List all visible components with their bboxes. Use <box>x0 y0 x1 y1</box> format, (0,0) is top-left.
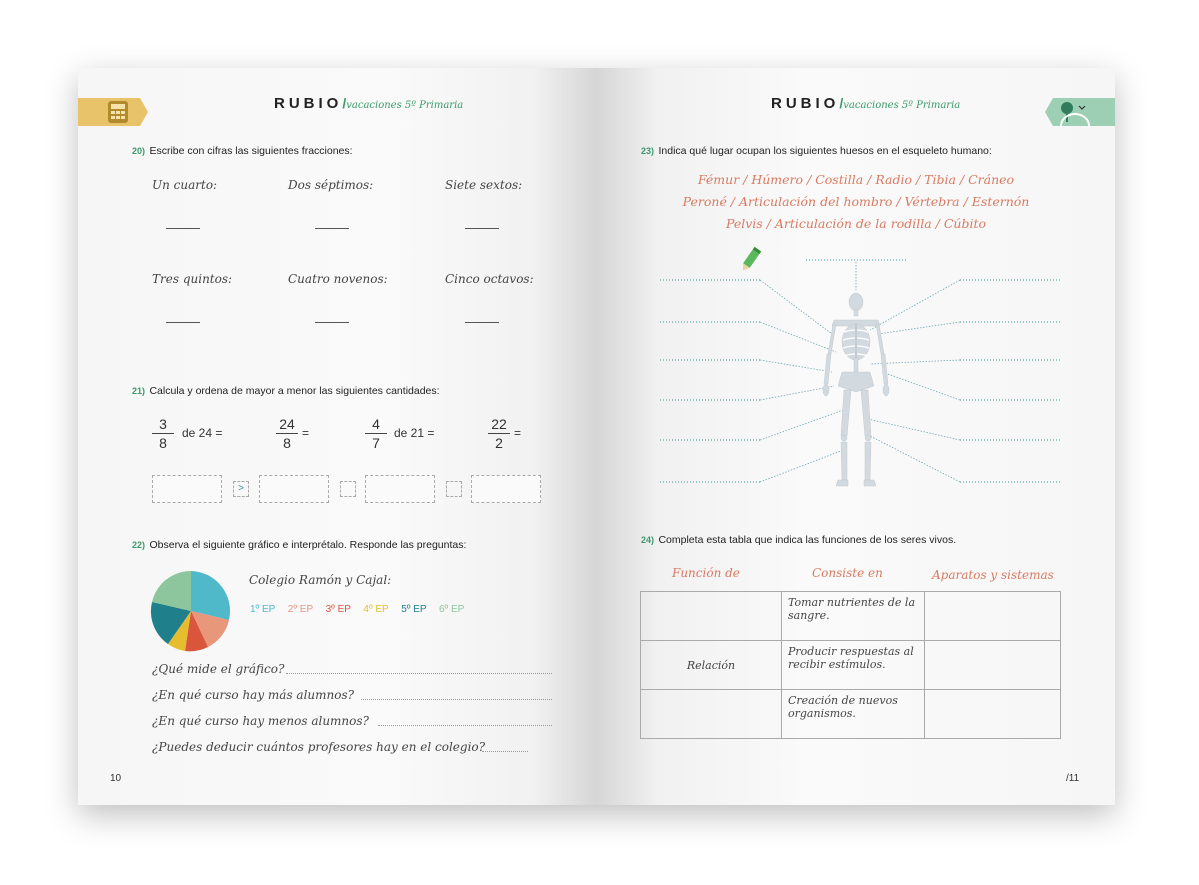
denominator: 7 <box>372 435 380 451</box>
denominator: 8 <box>283 435 291 451</box>
table-header: Consiste en <box>812 566 883 580</box>
answer-line[interactable] <box>166 322 200 323</box>
denominator: 2 <box>495 435 503 451</box>
page-number: /11 <box>1066 773 1080 784</box>
table-row <box>641 690 1061 739</box>
table-cell[interactable] <box>925 690 1061 739</box>
legend-item: 2º EP <box>287 604 314 615</box>
table-cell[interactable] <box>641 592 782 641</box>
left-page <box>78 68 596 805</box>
answer-line[interactable] <box>286 672 552 674</box>
answer-line[interactable] <box>315 322 349 323</box>
open-workbook <box>78 68 1115 805</box>
functions-table <box>640 591 1061 739</box>
page-header: RUBIO/vacaciones 5º Primaria <box>771 95 961 112</box>
order-answer-box[interactable] <box>259 475 329 503</box>
numerator: 4 <box>372 416 380 432</box>
fraction <box>488 416 510 451</box>
table-cell: Tomar nutrientes de la sangre. <box>782 592 925 641</box>
chart-question: ¿En qué curso hay menos alumnos? <box>152 714 369 728</box>
legend-item: 6º EP <box>438 604 465 615</box>
chart-legend <box>250 599 472 617</box>
table-row <box>641 592 1061 641</box>
page-number-value: 11 <box>1068 773 1080 784</box>
brand-logo: RUBIO <box>274 95 343 112</box>
order-answer-box[interactable] <box>365 475 435 503</box>
table-cell[interactable] <box>925 641 1061 690</box>
skeleton-diagram <box>656 254 1086 490</box>
question-text: Escribe con cifras las siguientes fracciones: <box>149 145 353 157</box>
answer-line[interactable] <box>315 228 349 229</box>
fraction-label: Dos séptimos: <box>288 178 374 192</box>
question-text: Indica qué lugar ocupan los siguientes huesos en el esqueleto humano: <box>658 145 992 157</box>
question-text: Observa el siguiente gráfico e interprétalo. Responde las preguntas: <box>149 539 467 551</box>
fraction-label: Un cuarto: <box>152 178 218 192</box>
legend-item: 1º EP <box>250 604 276 615</box>
fraction-suffix: = <box>514 426 522 440</box>
bone-word-line: Pelvis / Articulación de la rodilla / Cúbito <box>725 216 987 231</box>
table-cell[interactable] <box>925 592 1061 641</box>
answer-line[interactable] <box>361 698 552 700</box>
fraction-label: Cuatro novenos: <box>288 272 388 286</box>
right-page <box>596 68 1115 805</box>
fraction-label: Siete sextos: <box>445 178 523 192</box>
numerator: 22 <box>491 416 507 432</box>
question-number: 23) <box>641 146 655 156</box>
answer-line[interactable] <box>378 724 552 726</box>
brand-logo: RUBIO <box>771 95 840 112</box>
answer-line[interactable] <box>482 750 528 752</box>
answer-line[interactable] <box>166 228 200 229</box>
symbol-box[interactable]: > <box>233 481 249 497</box>
question-text: Completa esta tabla que indica las funciones de los seres vivos. <box>658 534 957 546</box>
fraction <box>365 416 387 451</box>
fraction-suffix: de 21 = <box>394 426 435 440</box>
page-number: 10 <box>110 773 122 784</box>
question-number: 21) <box>132 386 146 396</box>
bone-word-line: Fémur / Húmero / Costilla / Radio / Tibia / Cráneo <box>697 172 1015 187</box>
tree-bird-icon <box>1045 98 1115 126</box>
numerator: 3 <box>159 416 167 432</box>
question-number: 20) <box>132 146 146 156</box>
fraction-suffix: = <box>302 426 310 440</box>
pie-chart <box>150 570 232 652</box>
table-cell[interactable] <box>641 690 782 739</box>
symbol-box[interactable] <box>340 481 356 497</box>
fraction <box>276 416 298 451</box>
fraction-suffix: de 24 = <box>182 426 223 440</box>
calculator-icon <box>78 98 148 126</box>
question-text: Calcula y ordena de mayor a menor las siguientes cantidades: <box>149 385 440 397</box>
question-number: 24) <box>641 535 655 545</box>
table-header: Función de <box>672 566 740 580</box>
chart-question: ¿Qué mide el gráfico? <box>152 662 285 676</box>
fraction-label: Cinco octavos: <box>445 272 534 286</box>
question-number: 22) <box>132 540 146 550</box>
order-answer-box[interactable] <box>471 475 541 503</box>
legend-item: 4º EP <box>363 604 389 615</box>
header-subtitle: vacaciones 5º Primaria <box>843 100 961 111</box>
symbol-box[interactable] <box>446 481 462 497</box>
numerator: 24 <box>279 416 295 432</box>
table-cell: Creación de nuevos organismos. <box>782 690 925 739</box>
bone-word-line: Peroné / Articulación del hombro / Vértebra / Esternón <box>682 194 1030 209</box>
header-subtitle: vacaciones 5º Primaria <box>346 100 464 111</box>
denominator: 8 <box>159 435 167 451</box>
table-cell: Relación <box>641 641 782 690</box>
answer-line[interactable] <box>465 322 499 323</box>
fraction-label: Tres quintos: <box>152 272 233 286</box>
fraction <box>152 416 174 451</box>
table-cell: Producir respuestas al recibir estímulos. <box>782 641 925 690</box>
legend-item: 5º EP <box>401 604 427 615</box>
chart-question: ¿Puedes deducir cuántos profesores hay en el colegio? <box>152 740 486 754</box>
table-header: Aparatos y sistemas <box>932 568 1054 582</box>
chart-title: Colegio Ramón y Cajal: <box>249 573 392 587</box>
page-header: RUBIO/vacaciones 5º Primaria <box>274 95 464 112</box>
answer-line[interactable] <box>465 228 499 229</box>
order-answer-box[interactable] <box>152 475 222 503</box>
table-row <box>641 641 1061 690</box>
legend-item: 3º EP <box>325 604 351 615</box>
chart-question: ¿En qué curso hay más alumnos? <box>152 688 355 702</box>
